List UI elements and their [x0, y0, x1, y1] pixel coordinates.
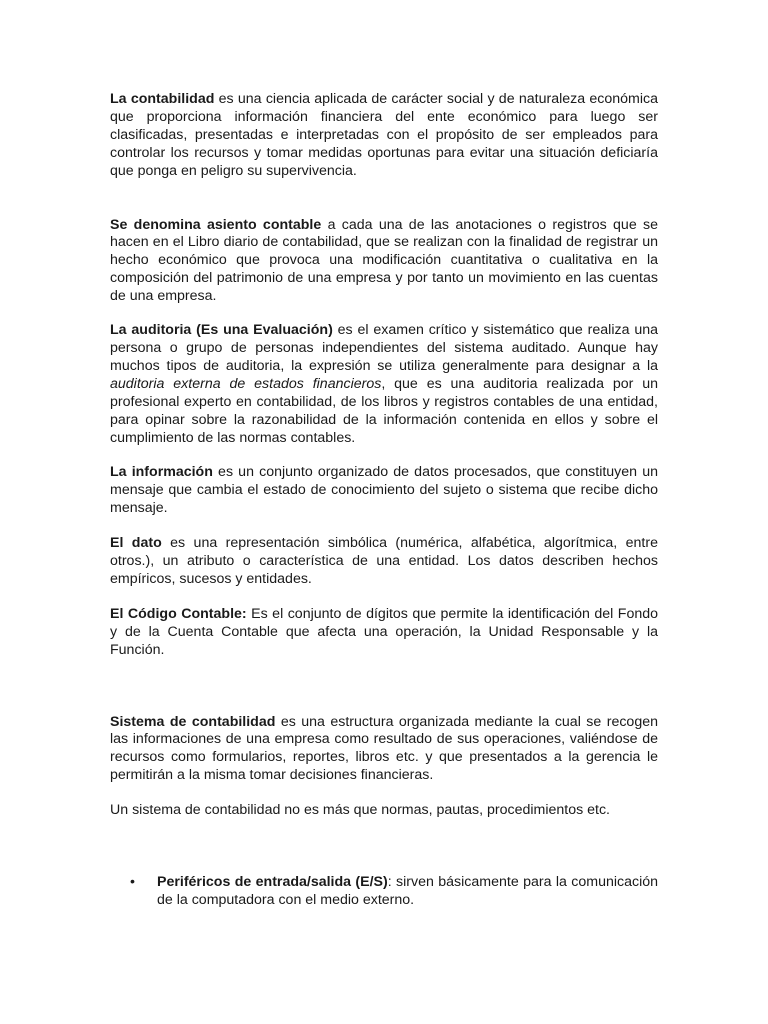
- term-dato: El dato: [110, 535, 162, 552]
- term-perifericos: Periféricos de entrada/salida (E/S): [157, 874, 388, 891]
- italic-auditoria-externa: auditoria externa de estados financieros: [110, 375, 382, 392]
- term-informacion: La información: [110, 464, 213, 481]
- sistema-note-text: Un sistema de contabilidad no es más que normas, pautas, procedimientos etc.: [110, 802, 610, 819]
- paragraph-informacion: [110, 464, 658, 518]
- paragraph-contabilidad: [110, 91, 658, 181]
- paragraph-dato: [110, 535, 658, 589]
- definition-sistema-contabilidad: es una estructura organizada mediante la cual se recogen las informaciones de una empresa como resultado de sus operaciones, valiéndose de recursos como formularios, reportes, libros etc. y que presentados a la gerencia le permitirán a la misma tomar decisiones financieras.: [110, 713, 658, 784]
- definition-dato: es una representación simbólica (numérica, alfabética, algorítmica, entre otros.), un atributo o característica de una entidad. Los datos describen hechos empíricos, sucesos y entidades.: [110, 535, 658, 587]
- bullet-list: [110, 874, 658, 910]
- term-asiento-contable: Se denomina asiento contable: [110, 216, 322, 233]
- definition-auditoria-part1: es el examen crítico y sistemático que realiza una persona o grupo de personas independientes del sistema auditado. Aunque hay muchos tipos de auditoria, la expresión se utiliza generalmente para designar a la: [110, 322, 658, 374]
- definition-asiento-contable: a cada una de las anotaciones o registros que se hacen en el Libro diario de contabilidad, que se realizan con la finalidad de registrar un hecho económico que provoca una modificación cuantitativa o cualitativa en la composición del patrimonio de una empresa y por tanto un movimiento en las cuentas de una empresa.: [110, 216, 658, 305]
- definition-codigo-contable: Es el conjunto de dígitos que permite la identificación del Fondo y de la Cuenta Contable que afecta una operación, la Unidad Responsable y la Función.: [110, 605, 659, 658]
- definition-informacion: es un conjunto organizado de datos procesados, que constituyen un mensaje que cambia el estado de conocimiento del sujeto o sistema que recibe dicho mensaje.: [110, 464, 658, 517]
- definition-contabilidad: es una ciencia aplicada de carácter social y de naturaleza económica que proporciona información financiera del ente económico para luego ser clasificadas, presentadas e interpretadas con el propósito de ser empleados para controlar los recursos y tomar medidas oportunas para evitar una situación deficiaría que ponga en peligro su supervivencia.: [110, 91, 658, 179]
- paragraph-sistema-note: [110, 802, 658, 820]
- term-contabilidad: La contabilidad: [110, 91, 215, 107]
- definition-perifericos: : sirven básicamente para la comunicación de la computadora con el medio externo.: [157, 874, 659, 908]
- term-sistema-contabilidad: Sistema de contabilidad: [110, 713, 276, 730]
- paragraph-sistema-contabilidad: [110, 714, 658, 786]
- term-auditoria: La auditoria (Es una Evaluación): [110, 322, 333, 339]
- bullet-marker: •: [130, 874, 135, 891]
- paragraph-codigo-contable: [110, 606, 658, 660]
- list-item: [110, 874, 658, 910]
- paragraph-asiento-contable: [110, 217, 658, 307]
- definition-auditoria-part2: , que es una auditoria realizada por un profesional experto en contabilidad, de los libros y registros contables de una entidad, para opinar sobre la razonabilidad de la información contenida en ellos y sobre el cumplimiento de las normas contables.: [110, 375, 658, 446]
- term-codigo-contable: El Código Contable:: [110, 605, 247, 622]
- paragraph-auditoria: [110, 322, 658, 447]
